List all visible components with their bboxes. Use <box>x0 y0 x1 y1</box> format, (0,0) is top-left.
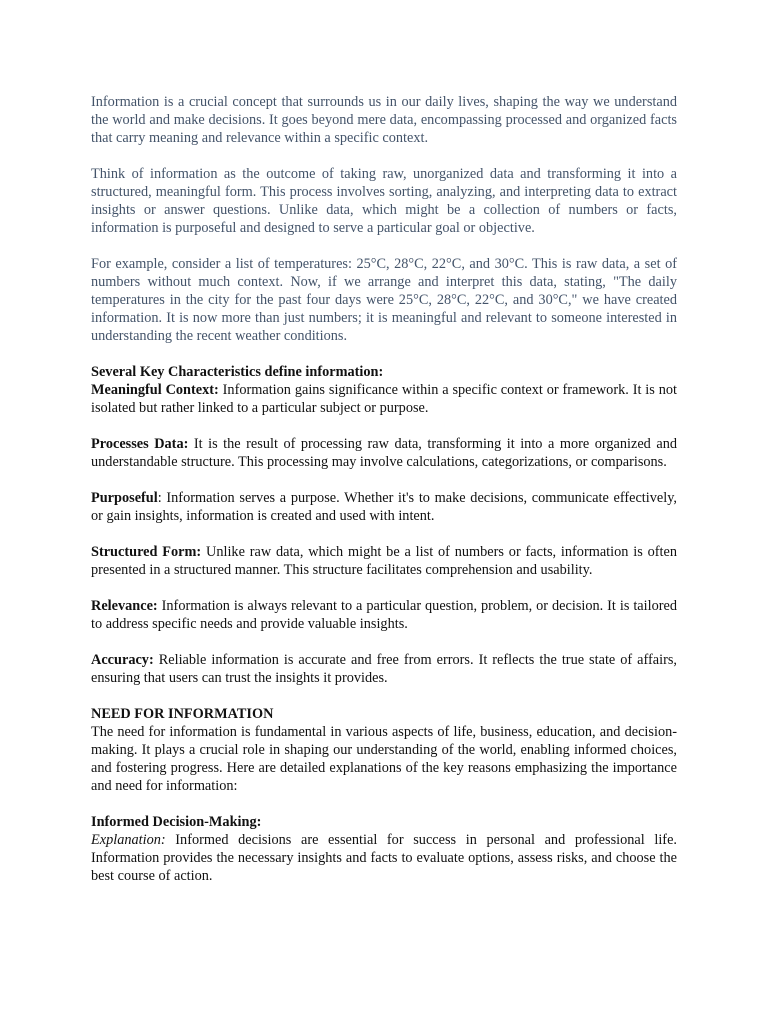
characteristic-processes-data <box>91 435 677 471</box>
intro-section <box>91 93 677 345</box>
need-section <box>91 705 677 795</box>
explanation-label: Explanation: <box>91 832 166 848</box>
decision-text: Informed decisions are essential for success in personal and professional life. Information provides the necessary insights and facts to evaluate options, assess risks, and choose the best course of action. <box>91 832 677 884</box>
characteristic-accuracy <box>91 651 677 687</box>
document-page <box>91 93 677 885</box>
characteristic-term: Meaningful Context: <box>91 382 219 398</box>
characteristic-text: Information is always relevant to a particular question, problem, or decision. It is tailored to address specific needs and provide valuable insights. <box>91 598 677 632</box>
characteristic-term: Accuracy: <box>91 652 154 668</box>
characteristic-text: It is the result of processing raw data, transforming it into a more organized and understandable structure. This processing may involve calculations, categorizations, or comparisons. <box>91 436 677 470</box>
intro-paragraph-3: For example, consider a list of temperatures: 25°C, 28°C, 22°C, and 30°C. This is raw data, a set of numbers without much context. Now, if we arrange and interpret this data, stating, "The daily temperatures in the city for the past four days were 25°C, 28°C, 22°C, and 30°C," we have created information. It is now more than just numbers; it is meaningful and relevant to someone interested in understanding the recent weather conditions. <box>91 256 677 344</box>
characteristic-text: Unlike raw data, which might be a list of numbers or facts, information is often presented in a structured manner. This structure facilitates comprehension and usability. <box>91 544 677 578</box>
characteristic-term: Structured Form: <box>91 544 202 560</box>
need-paragraph: The need for information is fundamental in various aspects of life, business, education, and decision-making. It plays a crucial role in shaping our understanding of the world, enabling informed choices, and fostering progress. Here are detailed explanations of the key reasons emphasizing the importance and need for information: <box>91 724 677 794</box>
intro-paragraph-2: Think of information as the outcome of taking raw, unorganized data and transforming it into a structured, meaningful form. This process involves sorting, analyzing, and interpreting data to extract insights or answer questions. Unlike data, which might be a collection of numbers or facts, information is purposeful and designed to serve a particular goal or objective. <box>91 166 677 236</box>
characteristic-term: Purposeful <box>91 490 158 506</box>
characteristics-heading: Several Key Characteristics define information: <box>91 364 384 380</box>
characteristic-text: : Information serves a purpose. Whether it's to make decisions, communicate effectively, or gain insights, information is created and used with intent. <box>91 490 677 524</box>
characteristics-section <box>91 363 677 687</box>
characteristic-meaningful-context <box>91 381 677 417</box>
characteristic-text: Reliable information is accurate and free from errors. It reflects the true state of affairs, ensuring that users can trust the insights it provides. <box>91 652 677 686</box>
characteristic-purposeful <box>91 489 677 525</box>
characteristic-structured-form <box>91 543 677 579</box>
characteristic-term: Relevance: <box>91 598 158 614</box>
characteristic-text: Information gains significance within a specific context or framework. It is not isolated but rather linked to a particular subject or purpose. <box>91 382 677 416</box>
need-heading: NEED FOR INFORMATION <box>91 706 274 722</box>
decision-section <box>91 813 677 885</box>
characteristic-relevance <box>91 597 677 633</box>
decision-paragraph <box>91 831 677 885</box>
characteristic-term: Processes Data: <box>91 436 189 452</box>
decision-heading: Informed Decision-Making: <box>91 814 262 830</box>
intro-paragraph-1: Information is a crucial concept that surrounds us in our daily lives, shaping the way we understand the world and make decisions. It goes beyond mere data, encompassing processed and organized facts that carry meaning and relevance within a specific context. <box>91 94 677 146</box>
